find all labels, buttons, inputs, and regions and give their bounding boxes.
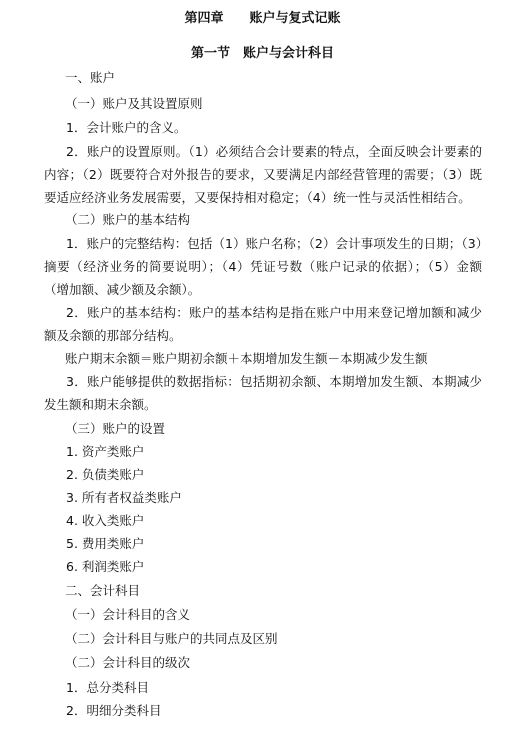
balance-formula: 账户期末余额＝账户期初余额＋本期增加发生额－本期减少发生额 [65,351,428,366]
heading-basic-structure: （二）账户的基本结构 [65,212,191,227]
heading-account-setup: （三）账户的设置 [65,421,166,436]
section-title: 第一节 账户与会计科目 [190,46,334,61]
paragraph-data-indicators: 3．账户能够提供的数据指标：包括期初余额、本期增加发生额、本期减少发生额和期末余额。 [44,374,482,412]
list-item: 5. 费用类账户 [66,536,145,551]
paragraph-complete-structure: 1．账户的完整结构：包括（1）账户名称；（2）会计事项发生的日期；（3）摘要（经济业务的简要说明）；（4）凭证号数（账户记录的依据）；（5）金额（增加额、减少额及余额）。 [44,236,482,297]
heading-account-principles: （一）账户及其设置原则 [65,96,203,111]
paragraph-basic-structure: 2．账户的基本结构：账户的基本结构是指在账户中用来登记增加额和减少额及余额的那部分结构。 [44,305,482,343]
list-item: 3. 所有者权益类账户 [66,490,182,505]
list-item: 4. 收入类账户 [66,513,145,528]
list-item: 1．总分类科目 [66,680,149,695]
heading-accounts: 一、账户 [65,70,116,85]
paragraph-account-meaning: 1．会计账户的含义。 [66,120,187,135]
list-item: 1. 资产类账户 [66,444,145,459]
chapter-title: 第四章 账户与复式记账 [184,11,341,26]
list-item: 2. 负债类账户 [66,467,145,482]
list-item: 6. 利润类账户 [66,559,145,574]
heading-accounting-subjects: 二、会计科目 [65,583,141,598]
list-item: 2．明细分类科目 [66,703,162,718]
heading-subject-vs-account: （二）会计科目与账户的共同点及区别 [65,631,278,646]
paragraph-setup-principles: 2．账户的设置原则。（1）必须结合会计要素的特点，全面反映会计要素的内容；（2）既要符合对外报告的要求，又要满足内部经营管理的需要；（3）既要适应经济业务发展需要，又要保持相对稳定；（4）统一性与灵活性相结合。 [44,144,482,205]
heading-subject-meaning: （一）会计科目的含义 [65,607,191,622]
heading-subject-levels: （二）会计科目的级次 [65,655,191,670]
